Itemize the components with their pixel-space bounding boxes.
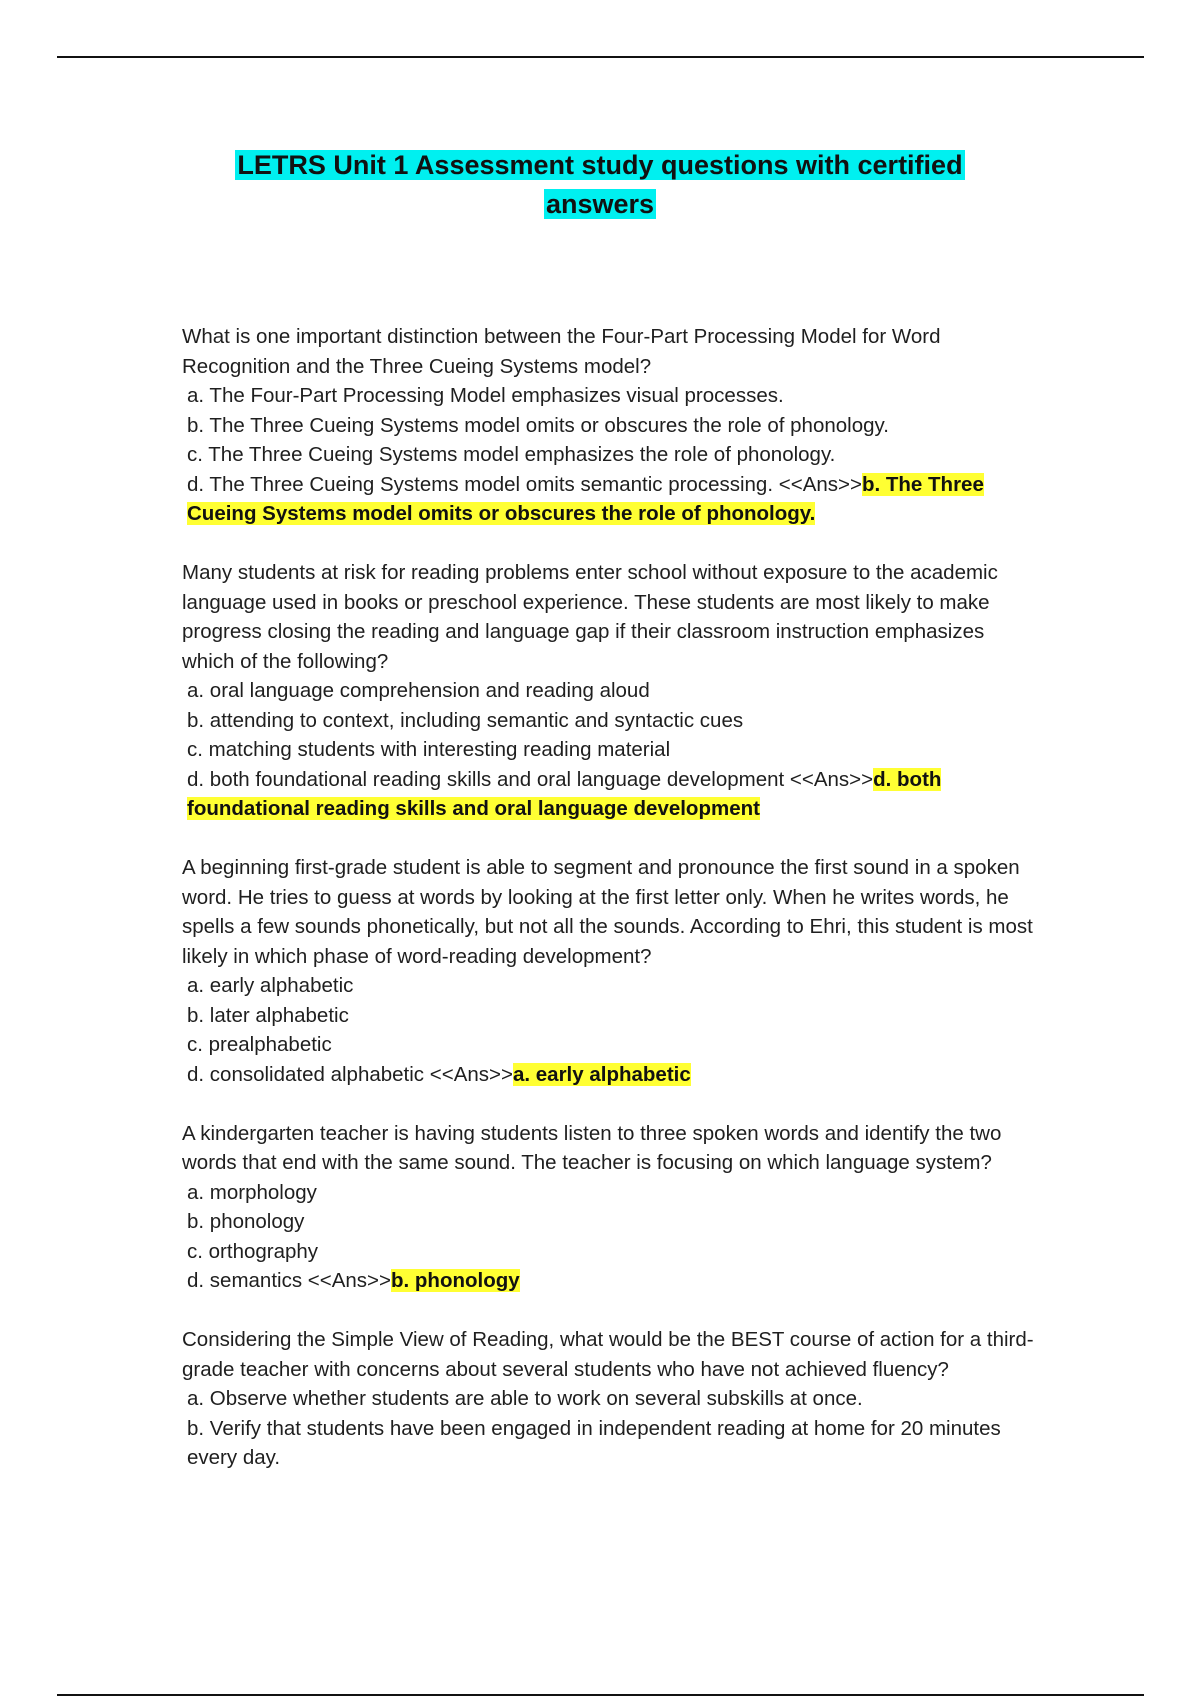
top-rule xyxy=(57,56,1144,58)
question-1 xyxy=(182,322,1042,529)
document-title xyxy=(0,146,1200,224)
option-b: b. Verify that students have been engaged in independent reading at home for 20 minutes every day. xyxy=(187,1416,1001,1469)
option-a: a. early alphabetic xyxy=(187,974,354,997)
option-b: b. attending to context, including semantic and syntactic cues xyxy=(187,708,744,732)
option-a: a. Observe whether students are able to work on several subskills at once. xyxy=(187,1387,863,1410)
option-c: c. prealphabetic xyxy=(187,1033,332,1056)
option-d xyxy=(182,1060,1042,1090)
option-b: b. phonology xyxy=(187,1210,305,1233)
ans-marker: <<Ans>> xyxy=(429,1062,513,1086)
bottom-rule xyxy=(57,1694,1144,1696)
option-d xyxy=(182,470,1042,529)
question-3 xyxy=(182,853,1042,1089)
option-c: c. orthography xyxy=(187,1239,319,1263)
answer-highlight: b. phonology xyxy=(391,1269,520,1292)
question-5 xyxy=(182,1325,1042,1473)
question-stem: A kindergarten teacher is having students listen to three spoken words and identify the two words that end with the same sound. The teacher is focusing on which language system? xyxy=(182,1121,1002,1174)
option-a: a. The Four-Part Processing Model emphasizes visual processes. xyxy=(187,384,784,407)
title-line-2: answers xyxy=(545,189,655,219)
question-2 xyxy=(182,558,1042,824)
answer-highlight: d. both foundational reading skills and oral language development xyxy=(187,767,942,820)
question-stem: Considering the Simple View of Reading, what would be the BEST course of action for a third-grade teacher with concerns about several students who have not achieved fluency? xyxy=(182,1328,1034,1381)
option-d-text: d. both foundational reading skills and oral language development xyxy=(187,767,785,791)
option-d xyxy=(182,765,1042,824)
title-line-1: LETRS Unit 1 Assessment study questions with certified xyxy=(237,150,963,180)
question-stem: Many students at risk for reading problems enter school without exposure to the academic language used in books or preschool experience. These students are most likely to make progress closing the reading and language gap if their classroom instruction emphasizes which of the following? xyxy=(182,561,998,673)
option-d-text: d. consolidated alphabetic xyxy=(187,1062,425,1086)
option-a: a. oral language comprehension and reading aloud xyxy=(187,679,650,702)
question-4 xyxy=(182,1119,1042,1296)
ans-marker: <<Ans>> xyxy=(307,1269,391,1292)
answer-highlight: b. The Three Cueing Systems model omits or obscures the role of phonology. xyxy=(187,472,984,525)
ans-marker: <<Ans>> xyxy=(789,767,874,791)
option-b: b. later alphabetic xyxy=(187,1003,349,1027)
option-c: c. matching students with interesting reading material xyxy=(187,738,671,761)
question-stem: A beginning first-grade student is able to segment and pronounce the first sound in a spoken word. He tries to guess at words by looking at the first letter only. When he writes words, he spells a few sounds phonetically, but not all the sounds. According to Ehri, this student is most likely in which phase of word-reading development? xyxy=(182,856,1033,968)
ans-marker: <<Ans>> xyxy=(778,472,862,496)
option-d-text: d. The Three Cueing Systems model omits semantic processing. xyxy=(187,472,774,496)
option-d xyxy=(182,1266,1042,1296)
question-stem: What is one important distinction between the Four-Part Processing Model for Word Recognition and the Three Cueing Systems model? xyxy=(182,325,941,378)
answer-highlight: a. early alphabetic xyxy=(512,1062,691,1086)
option-b: b. The Three Cueing Systems model omits or obscures the role of phonology. xyxy=(187,413,889,437)
option-a: a. morphology xyxy=(187,1180,317,1204)
option-c: c. The Three Cueing Systems model emphasizes the role of phonology. xyxy=(187,443,836,466)
option-d-text: d. semantics xyxy=(187,1269,303,1292)
question-list xyxy=(182,322,1042,1502)
